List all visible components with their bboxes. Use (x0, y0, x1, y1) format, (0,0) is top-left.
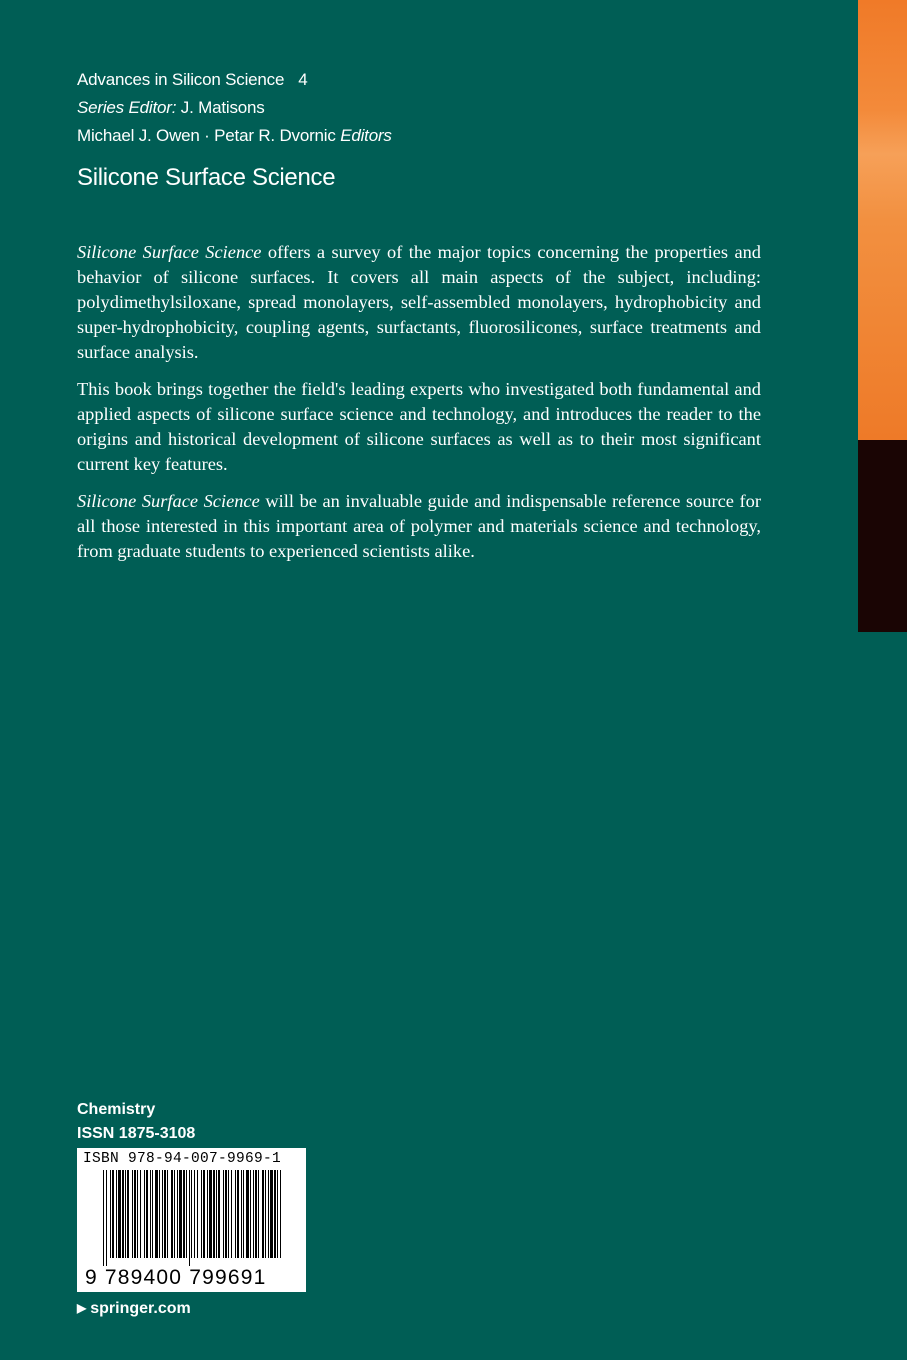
barcode-bar (144, 1170, 145, 1258)
barcode-bar (225, 1170, 227, 1258)
blurb-p3-text: will be an invaluable guide and indispensable reference source for all those interested in this important area of polymer and materials science and technology, from graduate students to experienced scientists alike. (77, 491, 761, 561)
barcode-bar (103, 1170, 104, 1266)
barcode-bar (110, 1170, 111, 1258)
arrow-right-icon: ▶ (77, 1301, 87, 1315)
book-title: Silicone Surface Science (77, 164, 336, 191)
barcode-digits: 9 789400 799691 (85, 1266, 267, 1289)
barcode-bar (179, 1170, 182, 1258)
barcode-bar (155, 1170, 158, 1258)
blurb-paragraph-2: This book brings together the field's leading experts who investigated both fundamental and applied aspects of silicone surface science and technology, and introduces the reader to the origins and historical development of silicone surfaces as well as to their most significant current key features. (77, 379, 761, 474)
barcode-bar (125, 1170, 126, 1258)
barcode-bar (231, 1170, 232, 1258)
barcode-bar (194, 1170, 195, 1258)
barcode-bar (223, 1170, 224, 1258)
barcode-bar (146, 1170, 148, 1258)
editors-names: Michael J. Owen · Petar R. Dvornic (77, 126, 336, 145)
barcode-bar (122, 1170, 124, 1258)
barcode-bar (127, 1170, 129, 1258)
series-editor-label: Series Editor: (77, 98, 177, 117)
barcode-bar (150, 1170, 151, 1258)
barcode-bar (237, 1170, 239, 1258)
barcode-bar (134, 1170, 136, 1258)
barcode-bar (255, 1170, 257, 1258)
barcode-bar (258, 1170, 259, 1258)
barcode-bar (118, 1170, 121, 1258)
series-editor-line (77, 94, 392, 122)
barcode-bar (277, 1170, 278, 1258)
blurb-paragraph-1 (77, 240, 761, 365)
barcode-bar (262, 1170, 264, 1258)
barcode-bar (137, 1170, 138, 1258)
blurb-title-ref: Silicone Surface Science (77, 491, 260, 511)
barcode-bar (209, 1170, 212, 1258)
barcode-bars (103, 1170, 283, 1266)
barcode-bar (159, 1170, 160, 1258)
barcode-bar (203, 1170, 205, 1258)
barcode-bar (162, 1170, 163, 1258)
editors-line (77, 122, 392, 150)
barcode-bar (189, 1170, 190, 1266)
blurb-p1-text: offers a survey of the major topics concerning the properties and behavior of silicone surfaces. It covers all main aspects of the subject, including: polydimethylsiloxane, spread monolayers, self-assembled monolayers, hydrophobicity and super-hydrophobicity, coupling agents, surfactants, fluorosilicones, surface treatments and surface analysis. (77, 242, 761, 362)
barcode-bar (112, 1170, 114, 1258)
barcode-bar (186, 1170, 187, 1258)
barcode-bar (132, 1170, 133, 1258)
series-volume: 4 (298, 70, 308, 89)
barcode-bar (253, 1170, 254, 1258)
barcode-bar (228, 1170, 229, 1258)
spine-accent-dark (858, 440, 907, 632)
barcode-bar (140, 1170, 141, 1258)
series-line (77, 66, 392, 94)
barcode-bar (167, 1170, 168, 1258)
isbn-barcode (77, 1148, 306, 1292)
publisher-link[interactable] (77, 1297, 191, 1320)
barcode-bar (106, 1170, 107, 1266)
barcode-bar (152, 1170, 153, 1258)
series-info (77, 66, 392, 150)
blurb-paragraph-3 (77, 489, 761, 564)
barcode-bar (207, 1170, 208, 1258)
barcode-bar (183, 1170, 185, 1258)
barcode-bar (201, 1170, 202, 1258)
barcode-bar (164, 1170, 166, 1258)
barcode-bar (274, 1170, 276, 1258)
barcode-bar (218, 1170, 220, 1258)
barcode-bar (250, 1170, 251, 1258)
barcode-bar (241, 1170, 242, 1258)
spine-accent-orange (858, 0, 907, 440)
subject-category: Chemistry (77, 1101, 156, 1118)
issn: ISSN 1875-3108 (77, 1125, 196, 1142)
barcode-bar (177, 1170, 178, 1258)
barcode-bar (174, 1170, 175, 1258)
blurb (77, 240, 761, 576)
barcode-bar (268, 1170, 269, 1258)
barcode-bar (270, 1170, 273, 1258)
editors-role: Editors (340, 126, 392, 145)
barcode-bar (171, 1170, 173, 1258)
barcode-bar (243, 1170, 244, 1258)
subject-info (77, 1098, 195, 1146)
publisher-url: springer.com (90, 1300, 191, 1317)
barcode-bar (197, 1170, 198, 1258)
barcode-bar (216, 1170, 217, 1258)
series-editor-name: J. Matisons (180, 98, 265, 117)
barcode-bar (235, 1170, 236, 1258)
barcode-bar (246, 1170, 249, 1258)
blurb-title-ref: Silicone Surface Science (77, 242, 262, 262)
series-name: Advances in Silicon Science (77, 70, 285, 89)
barcode-bar (265, 1170, 266, 1258)
barcode-bar (280, 1170, 281, 1258)
barcode-bar (213, 1170, 215, 1258)
barcode-bar (116, 1170, 117, 1258)
isbn-text: ISBN 978-94-007-9969-1 (83, 1151, 282, 1167)
barcode-bar (191, 1170, 192, 1258)
